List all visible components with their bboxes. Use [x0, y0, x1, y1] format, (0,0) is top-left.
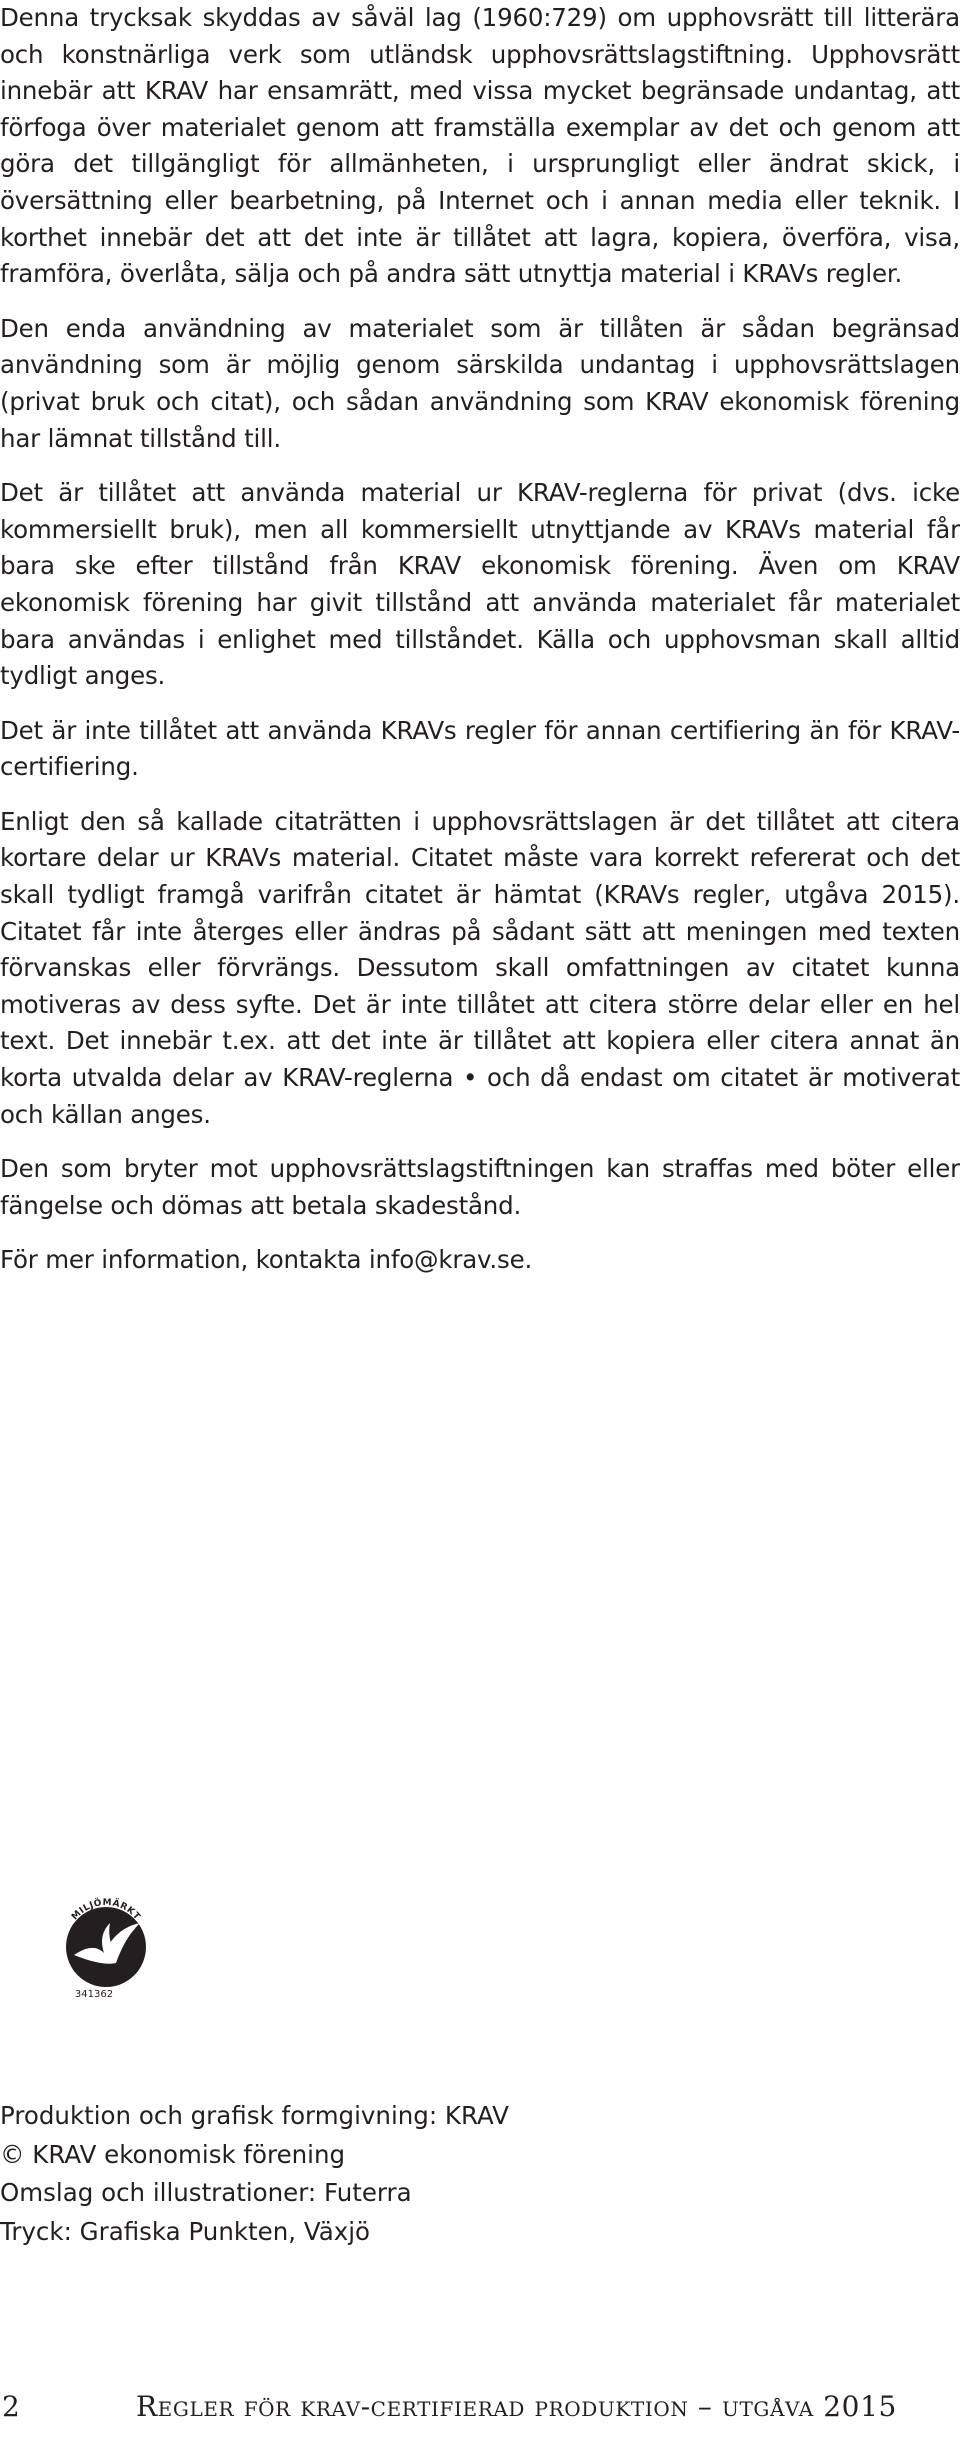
credit-copyright: © KRAV ekonomisk förening [0, 2139, 346, 2169]
nordic-swan-ecolabel [52, 1893, 160, 2001]
page-footer [0, 2390, 960, 2430]
paragraph-penalties: Den som bryter mot upphovsrättslagstiftningen kan straffas med böter eller fängelse och dömas att betala skadestånd. [0, 1154, 960, 1220]
running-title: Regler för krav-certifierad produktion – utgåva 2015 [136, 2390, 897, 2423]
paragraph-certification-restriction: Det är inte tillåtet att använda KRAVs regler för annan certifiering än för KRAV-certifiering. [0, 715, 960, 782]
paragraph-private-use: Det är tillåtet att använda material ur KRAV-reglerna för privat (dvs. icke kommersiellt bruk), men all kommersiellt utnyttjande av KRAVs material får bara ske efter tillstånd från KRAV ekonomisk förening. Även om KRAV ekonomisk förening har givit tillstånd att använda materialet får materialet bara användas i enlighet med tillståndet. Källa och upphovsman skall alltid tydligt anges. [0, 478, 960, 691]
page-number: 2 [2, 2390, 20, 2423]
ecolabel-license-number: 341362 [74, 1989, 114, 2000]
production-credits [0, 2097, 700, 2251]
credit-production: Produktion och grafisk formgivning: KRAV [0, 2101, 509, 2130]
paragraph-quotation-right: Enligt den så kallade citaträtten i upphovsrättslagen är det tillåtet att citera kortare delar ur KRAVs material. Citatet måste vara korrekt refererat och det skall tydligt framgå varifrån citatet är hämtat (KRAVs regler, utgåva 2015). Citatet får inte återges eller ändras på sådant sätt att meningen med texten förvanskas eller förvrängs. Dessutom skall omfattningen av citatet kunna motiveras av dess syfte. Det är inte tillåtet att citera större delar eller en hel text. Det innebär t.ex. att det inte är tillåtet att kopiera eller citera annat än korta utvalda delar av KRAV-reglerna • och då endast om citatet är motiverat och källan anges. [0, 806, 960, 1129]
ecolabel-label: MILJÖMÄRKT [70, 1897, 142, 1923]
paragraph-permitted-use: Den enda användning av materialet som är tillåten är sådan begränsad användning som är möjlig genom särskilda undantag i upphovsrättslagen (privat bruk och citat), och sådan användning som KRAV ekonomisk förening har lämnat tillstånd till. [0, 313, 960, 453]
credit-illustrations: Omslag och illustrationer: Futerra [0, 2178, 412, 2207]
paragraph-copyright-law: Denna trycksak skyddas av såväl lag (1960:729) om upphovsrätt till litterära och konstnärliga verk som utländsk upphovsrättslagstiftning. Upphovsrätt innebär att KRAV har ensamrätt, med vissa mycket begränsade undantag, att förfoga över materialet genom att framställa exemplar av det och genom att göra det tillgängligt för allmänheten, i ursprungligt eller ändrat skick, i översättning eller bearbetning, på Internet och i annan media eller teknik. I korthet innebär det att det inte är tillåtet att lagra, kopiera, överföra, visa, framföra, överlåta, sälja och på andra sätt utnyttja material i KRAVs regler. [0, 3, 960, 289]
paragraph-contact: För mer information, kontakta info@krav.se. [0, 1245, 533, 1275]
nordic-swan-icon [52, 1893, 160, 2001]
credit-printing: Tryck: Grafiska Punkten, Växjö [0, 2216, 371, 2246]
